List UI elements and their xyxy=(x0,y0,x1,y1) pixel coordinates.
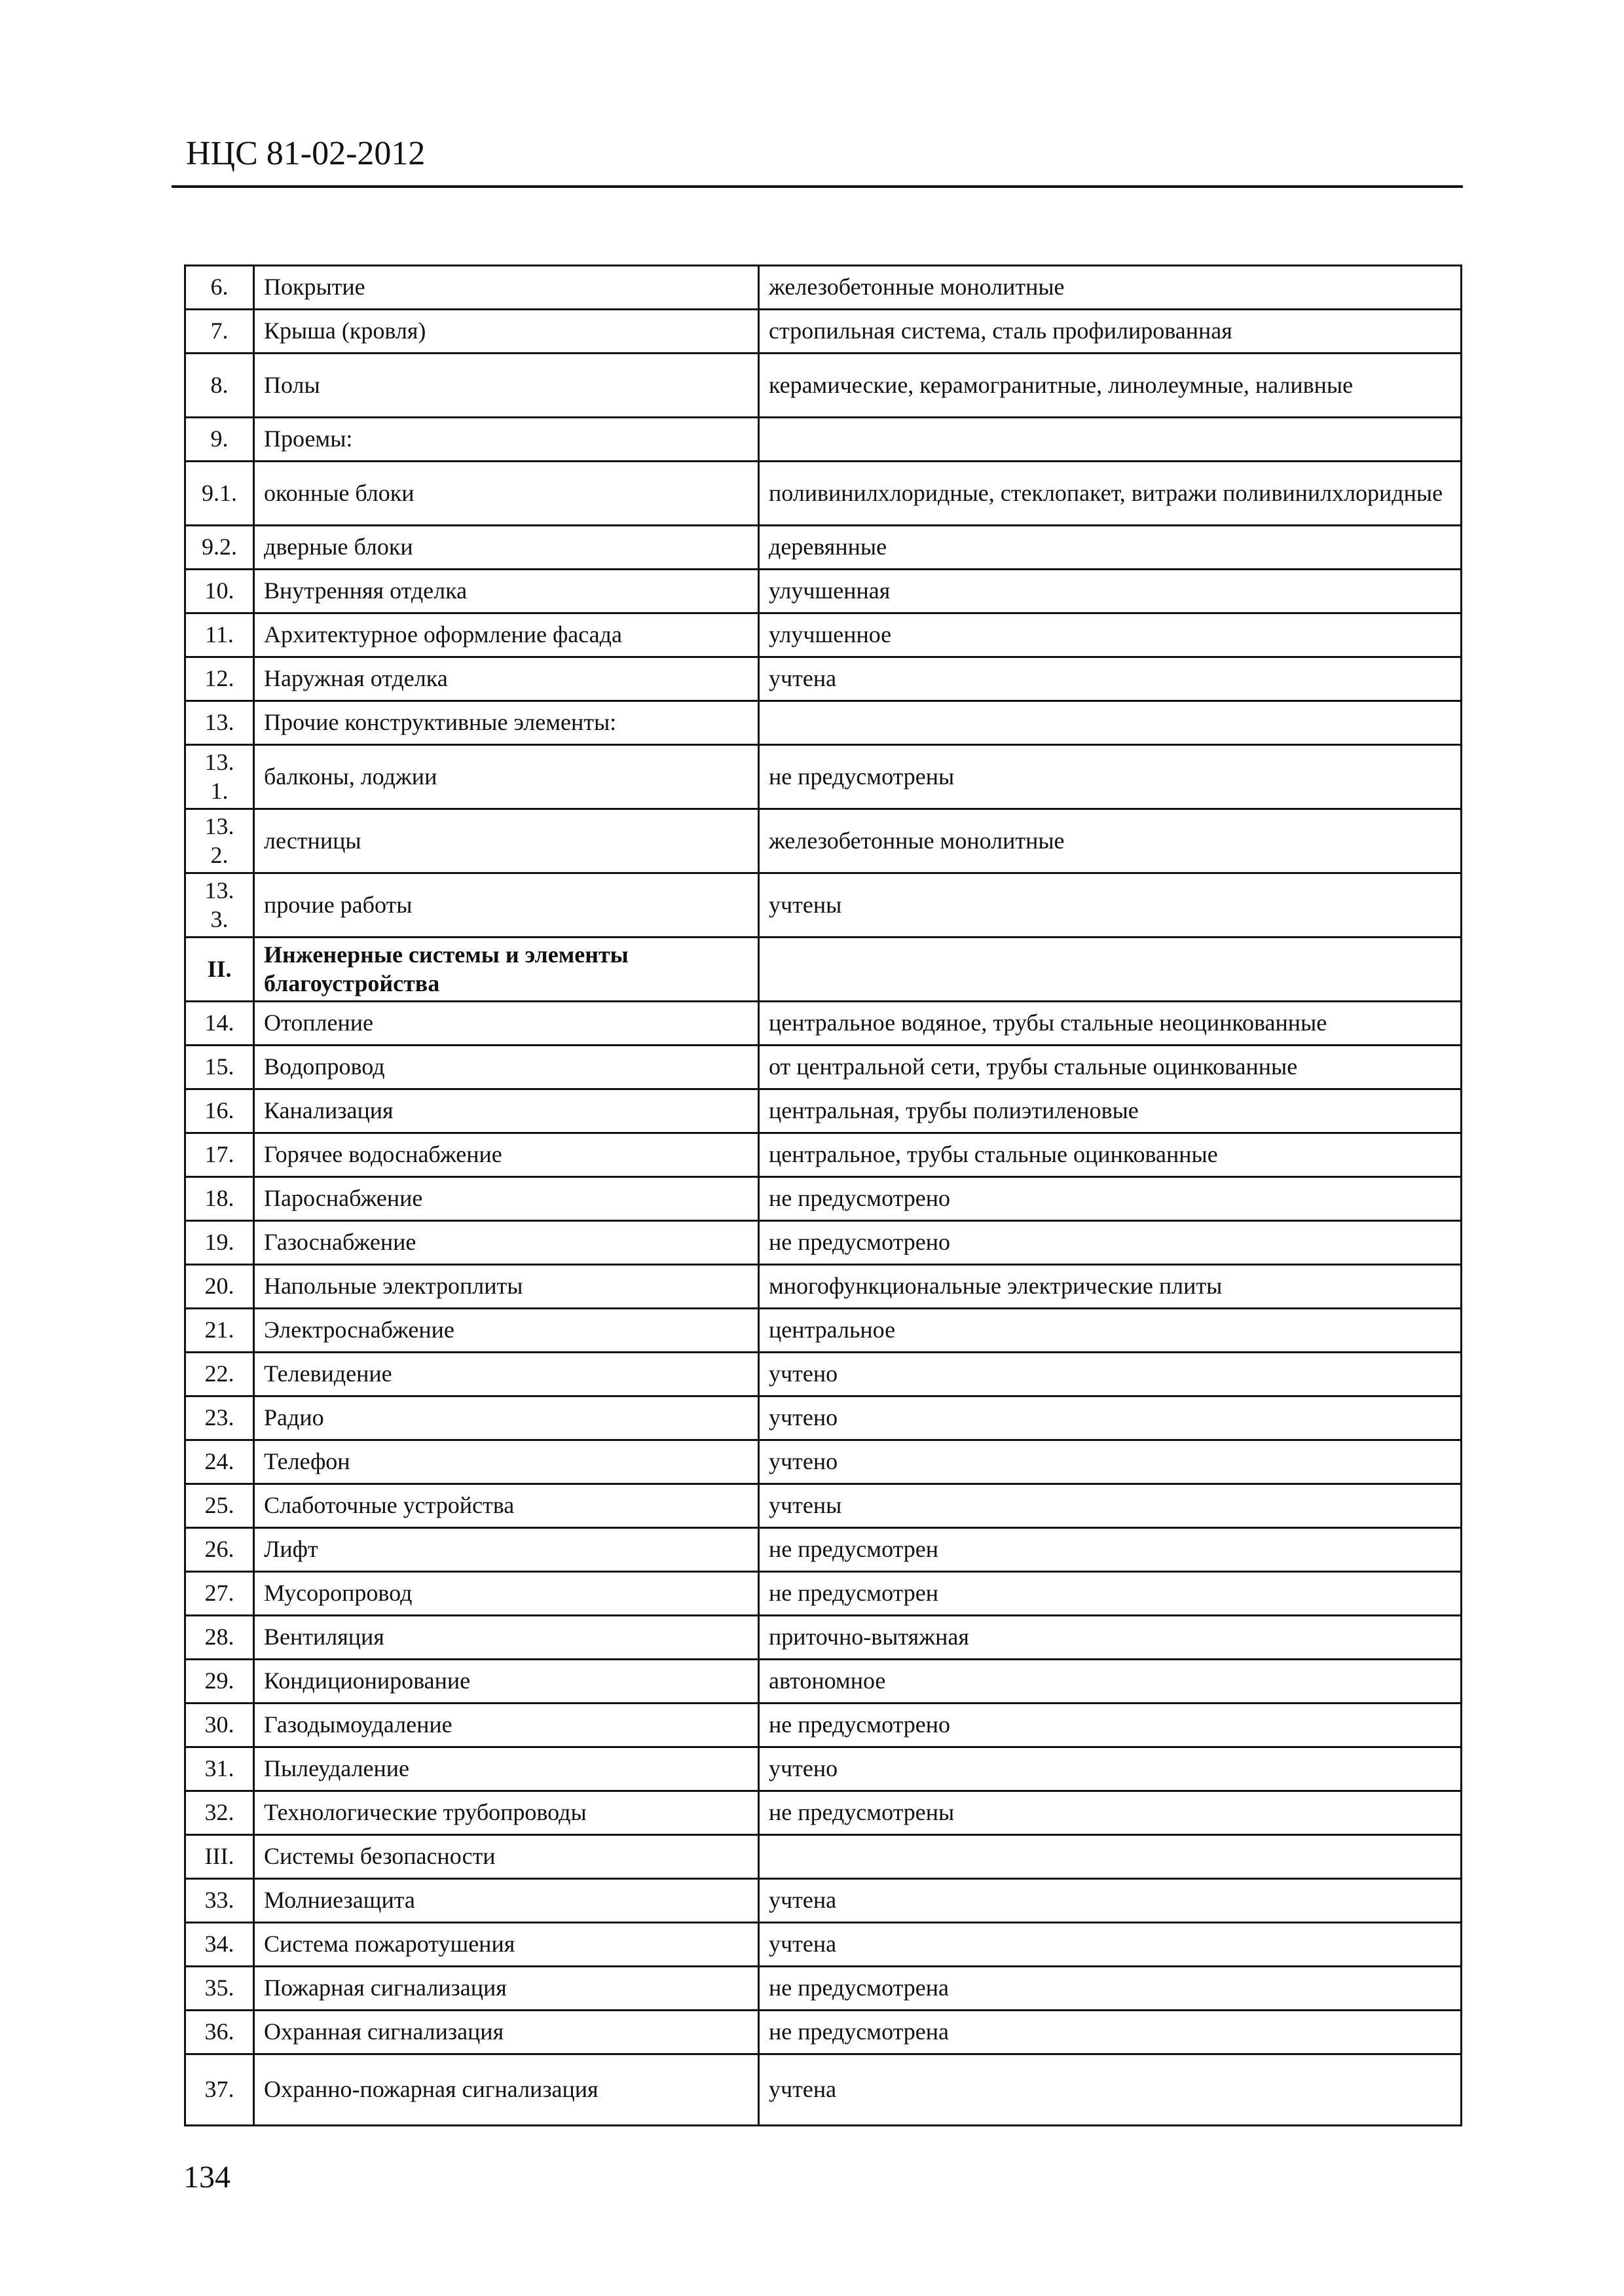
row-number: 27. xyxy=(185,1572,254,1616)
element-name: Лифт xyxy=(254,1528,759,1572)
element-value: учтены xyxy=(759,1484,1462,1528)
element-value: стропильная система, сталь профилированная xyxy=(759,310,1462,354)
element-value: учтено xyxy=(759,1353,1462,1396)
row-number: 20. xyxy=(185,1265,254,1309)
row-number: 18. xyxy=(185,1177,254,1221)
row-number: 33. xyxy=(185,1879,254,1923)
element-value: керамические, керамогранитные, линолеумные, наливные xyxy=(759,354,1462,418)
row-number: 19. xyxy=(185,1221,254,1265)
element-value: улучшенная xyxy=(759,570,1462,613)
table-row xyxy=(185,1396,1462,1440)
table-row xyxy=(185,938,1462,1002)
row-number: 8. xyxy=(185,354,254,418)
element-value: железобетонные монолитные xyxy=(759,809,1462,873)
element-value: центральное водяное, трубы стальные неоцинкованные xyxy=(759,1002,1462,1046)
element-name: Системы безопасности xyxy=(254,1835,759,1879)
element-name: Архитектурное оформление фасада xyxy=(254,613,759,657)
element-name: Кондиционирование xyxy=(254,1660,759,1704)
element-name: Молниезащита xyxy=(254,1879,759,1923)
element-name: Система пожаротушения xyxy=(254,1923,759,1967)
element-name: Технологические трубопроводы xyxy=(254,1791,759,1835)
row-number: 15. xyxy=(185,1046,254,1089)
row-number: 28. xyxy=(185,1616,254,1660)
table-row xyxy=(185,745,1462,809)
element-value xyxy=(759,418,1462,462)
element-value xyxy=(759,701,1462,745)
row-number: 37. xyxy=(185,2054,254,2126)
row-number: 23. xyxy=(185,1396,254,1440)
table-row xyxy=(185,1704,1462,1747)
element-name: прочие работы xyxy=(254,873,759,938)
element-value: учтено xyxy=(759,1396,1462,1440)
element-name: Мусоропровод xyxy=(254,1572,759,1616)
row-number: 26. xyxy=(185,1528,254,1572)
element-value: учтены xyxy=(759,873,1462,938)
row-number: 9. xyxy=(185,418,254,462)
row-number: 31. xyxy=(185,1747,254,1791)
page-number: 134 xyxy=(183,2160,231,2195)
element-name: Напольные электроплиты xyxy=(254,1265,759,1309)
row-number: 6. xyxy=(185,266,254,310)
element-name: Охранно-пожарная сигнализация xyxy=(254,2054,759,2126)
row-number: 22. xyxy=(185,1353,254,1396)
element-value: учтена xyxy=(759,2054,1462,2126)
table-row xyxy=(185,1046,1462,1089)
table-row xyxy=(185,1572,1462,1616)
table-row xyxy=(185,613,1462,657)
element-name: Радио xyxy=(254,1396,759,1440)
element-name: Водопровод xyxy=(254,1046,759,1089)
row-number: 34. xyxy=(185,1923,254,1967)
table-row xyxy=(185,1528,1462,1572)
element-name: Покрытие xyxy=(254,266,759,310)
table-row xyxy=(185,570,1462,613)
specification-table xyxy=(184,264,1462,2126)
element-name: Телевидение xyxy=(254,1353,759,1396)
element-value: учтена xyxy=(759,657,1462,701)
row-number: 21. xyxy=(185,1309,254,1353)
element-value: не предусмотрена xyxy=(759,2011,1462,2054)
table-row xyxy=(185,1616,1462,1660)
element-value: центральная, трубы полиэтиленовые xyxy=(759,1089,1462,1133)
element-name: Проемы: xyxy=(254,418,759,462)
table-row xyxy=(185,701,1462,745)
element-value: многофункциональные электрические плиты xyxy=(759,1265,1462,1309)
table-row xyxy=(185,526,1462,570)
row-number: 13. 3. xyxy=(185,873,254,938)
table-row xyxy=(185,266,1462,310)
element-value xyxy=(759,938,1462,1002)
element-value: приточно-вытяжная xyxy=(759,1616,1462,1660)
table-row xyxy=(185,1133,1462,1177)
table-row xyxy=(185,1660,1462,1704)
element-value xyxy=(759,1835,1462,1879)
document-header-title: НЦС 81-02-2012 xyxy=(186,135,426,172)
element-value: учтена xyxy=(759,1879,1462,1923)
table-row xyxy=(185,1923,1462,1967)
element-name: Пожарная сигнализация xyxy=(254,1967,759,2011)
row-number: 16. xyxy=(185,1089,254,1133)
element-name: Пылеудаление xyxy=(254,1747,759,1791)
element-name: Отопление xyxy=(254,1002,759,1046)
element-name: Внутренняя отделка xyxy=(254,570,759,613)
row-number: III. xyxy=(185,1835,254,1879)
table-row xyxy=(185,1835,1462,1879)
element-value: железобетонные монолитные xyxy=(759,266,1462,310)
element-name: Вентиляция xyxy=(254,1616,759,1660)
table-row xyxy=(185,2054,1462,2126)
row-number: 9.2. xyxy=(185,526,254,570)
element-value: центральное xyxy=(759,1309,1462,1353)
row-number: 7. xyxy=(185,310,254,354)
row-number: 25. xyxy=(185,1484,254,1528)
table-row xyxy=(185,310,1462,354)
table-row xyxy=(185,1265,1462,1309)
row-number: 11. xyxy=(185,613,254,657)
table-row xyxy=(185,2011,1462,2054)
element-name: Горячее водоснабжение xyxy=(254,1133,759,1177)
row-number: 13. 1. xyxy=(185,745,254,809)
element-name: Электроснабжение xyxy=(254,1309,759,1353)
element-value: от центральной сети, трубы стальные оцинкованные xyxy=(759,1046,1462,1089)
element-value: не предусмотрено xyxy=(759,1177,1462,1221)
element-name: дверные блоки xyxy=(254,526,759,570)
element-name: Канализация xyxy=(254,1089,759,1133)
element-name: Полы xyxy=(254,354,759,418)
element-name: Слаботочные устройства xyxy=(254,1484,759,1528)
element-name: оконные блоки xyxy=(254,462,759,526)
element-value: учтена xyxy=(759,1923,1462,1967)
row-number: 12. xyxy=(185,657,254,701)
table-row xyxy=(185,418,1462,462)
row-number: 13. xyxy=(185,701,254,745)
table-row xyxy=(185,1221,1462,1265)
table-row xyxy=(185,1484,1462,1528)
element-name: балконы, лоджии xyxy=(254,745,759,809)
table-row xyxy=(185,873,1462,938)
row-number: 36. xyxy=(185,2011,254,2054)
table-row xyxy=(185,1967,1462,2011)
table-row xyxy=(185,657,1462,701)
table-row xyxy=(185,354,1462,418)
element-value: центральное, трубы стальные оцинкованные xyxy=(759,1133,1462,1177)
element-value: учтено xyxy=(759,1440,1462,1484)
element-name: лестницы xyxy=(254,809,759,873)
element-value: не предусмотрены xyxy=(759,1791,1462,1835)
header-divider xyxy=(172,185,1463,188)
row-number: 32. xyxy=(185,1791,254,1835)
row-number: 10. xyxy=(185,570,254,613)
element-name: Наружная отделка xyxy=(254,657,759,701)
row-number: II. xyxy=(185,938,254,1002)
table-row xyxy=(185,1002,1462,1046)
element-value: не предусмотрены xyxy=(759,745,1462,809)
element-value: деревянные xyxy=(759,526,1462,570)
element-name: Газодымоудаление xyxy=(254,1704,759,1747)
table-row xyxy=(185,809,1462,873)
row-number: 17. xyxy=(185,1133,254,1177)
table-row xyxy=(185,1089,1462,1133)
element-name: Охранная сигнализация xyxy=(254,2011,759,2054)
element-value: автономное xyxy=(759,1660,1462,1704)
element-value: учтено xyxy=(759,1747,1462,1791)
table-row xyxy=(185,1353,1462,1396)
table-row xyxy=(185,1440,1462,1484)
table-row xyxy=(185,1177,1462,1221)
row-number: 13. 2. xyxy=(185,809,254,873)
element-value: не предусмотрено xyxy=(759,1221,1462,1265)
element-name: Инженерные системы и элементы благоустройства xyxy=(254,938,759,1002)
element-name: Крыша (кровля) xyxy=(254,310,759,354)
element-value: не предусмотрен xyxy=(759,1528,1462,1572)
element-name: Пароснабжение xyxy=(254,1177,759,1221)
row-number: 9.1. xyxy=(185,462,254,526)
table-row xyxy=(185,1747,1462,1791)
row-number: 35. xyxy=(185,1967,254,2011)
table-row xyxy=(185,462,1462,526)
row-number: 24. xyxy=(185,1440,254,1484)
element-value: не предусмотрен xyxy=(759,1572,1462,1616)
element-value: улучшенное xyxy=(759,613,1462,657)
element-name: Газоснабжение xyxy=(254,1221,759,1265)
element-value: не предусмотрена xyxy=(759,1967,1462,2011)
table-row xyxy=(185,1309,1462,1353)
row-number: 29. xyxy=(185,1660,254,1704)
element-name: Телефон xyxy=(254,1440,759,1484)
table-row xyxy=(185,1791,1462,1835)
row-number: 30. xyxy=(185,1704,254,1747)
element-name: Прочие конструктивные элементы: xyxy=(254,701,759,745)
table-row xyxy=(185,1879,1462,1923)
row-number: 14. xyxy=(185,1002,254,1046)
element-value: не предусмотрено xyxy=(759,1704,1462,1747)
element-value: поливинилхлоридные, стеклопакет, витражи поливинилхлоридные xyxy=(759,462,1462,526)
